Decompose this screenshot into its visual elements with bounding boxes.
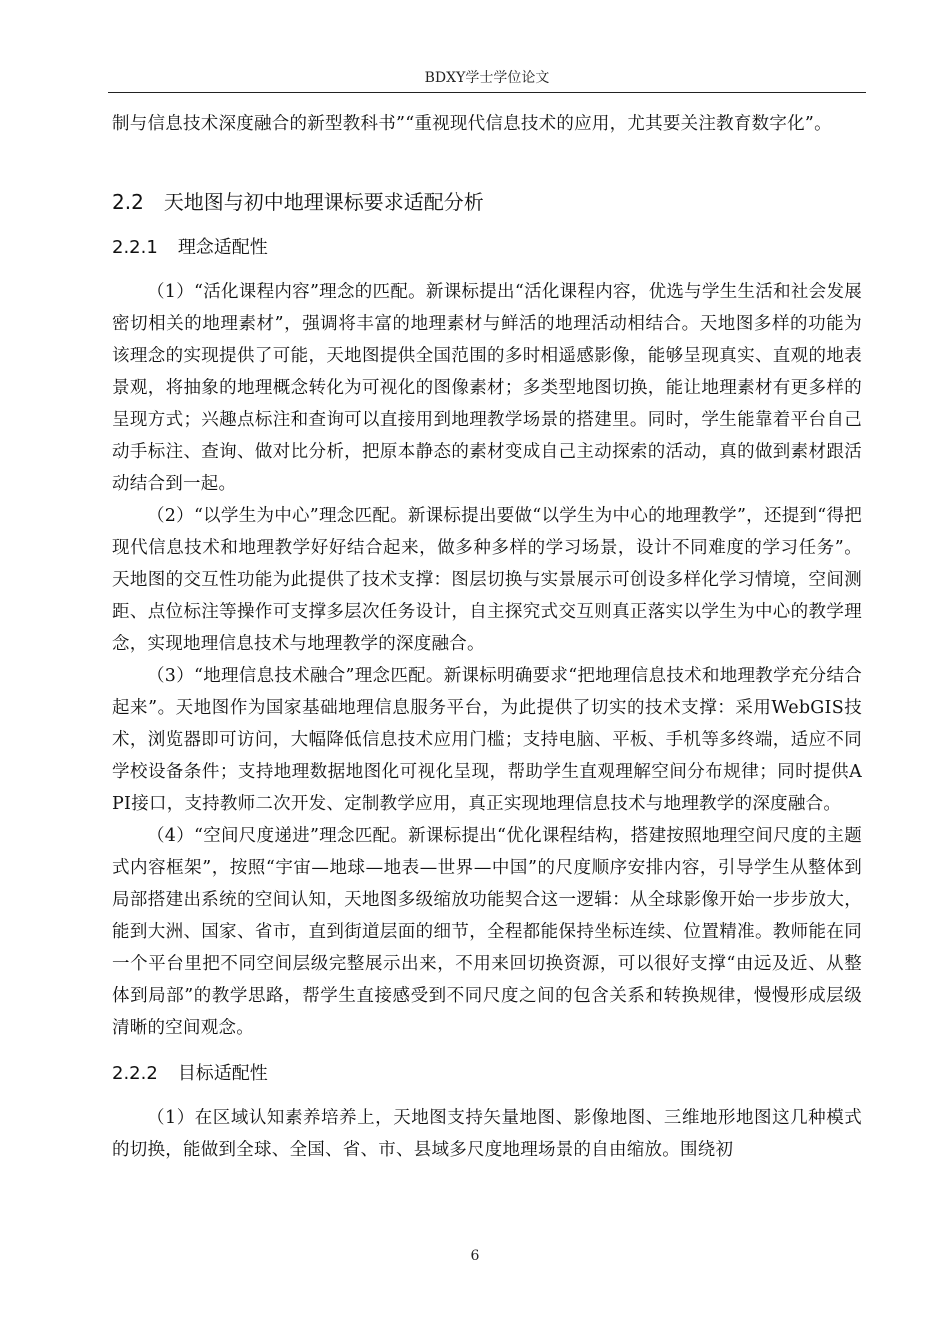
page-header [108,64,866,93]
subsection-title: 理念适配性 [177,237,268,258]
body-paragraph: （1）在区域认知素养培养上，天地图支持矢量地图、影像地图、三维地形地图这几种模式的切换，能做到全球、全国、省、市、县域多尺度地理场景的自由缩放。围绕初 [112,1108,862,1160]
subsection-number: 2.2.2 [112,1063,158,1084]
page-footer [0,1248,950,1264]
subsection-title: 目标适配性 [177,1063,268,1084]
section-heading [112,186,862,218]
intro-continuation-paragraph: 制与信息技术深度融合的新型教科书”“重视现代信息技术的应用，尤其要关注教育数字化”。 [112,114,832,134]
subsection-heading-2 [112,1058,862,1090]
page-body [112,108,862,1166]
subsection-number: 2.2.1 [112,237,158,258]
section-number: 2.2 [112,190,144,214]
header-title: BDXY学士学位论文 [424,70,550,86]
page-number: 6 [470,1248,480,1264]
section-title: 天地图与初中地理课标要求适配分析 [163,190,484,214]
body-paragraph: （3）“地理信息技术融合”理念匹配。新课标明确要求“把地理信息技术和地理教学充分结合起来”。天地图作为国家基础地理信息服务平台，为此提供了切实的技术支撑：采用WebGIS技术，浏览器即可访问，大幅降低信息技术应用门槛；支持电脑、平板、手机等多终端，适应不同学校设备条件；支持地理数据地图化可视化呈现，帮助学生直观理解空间分布规律；同时提供API接口，支持教师二次开发、定制教学应用，真正实现地理信息技术与地理教学的深度融合。 [112,666,862,814]
body-paragraph: （2）“以学生为中心”理念匹配。新课标提出要做“以学生为中心的地理教学”，还提到“得把现代信息技术和地理教学好好结合起来，做多种多样的学习场景，设计不同难度的学习任务”。天地图的交互性功能为此提供了技术支撑：图层切换与实景展示可创设多样化学习情境，空间测距、点位标注等操作可支撑多层次任务设计，自主探究式交互则真正落实以学生为中心的教学理念，实现地理信息技术与地理教学的深度融合。 [112,506,862,654]
body-paragraph: （4）“空间尺度递进”理念匹配。新课标提出“优化课程结构，搭建按照地理空间尺度的主题式内容框架”，按照“宇宙—地球—地表—世界—中国”的尺度顺序安排内容，引导学生从整体到局部搭建出系统的空间认知，天地图多级缩放功能契合这一逻辑：从全球影像开始一步步放大，能到大洲、国家、省市，直到街道层面的细节，全程都能保持坐标连续、位置精准。教师能在同一个平台里把不同空间层级完整展示出来，不用来回切换资源，可以很好支撑“由远及近、从整体到局部”的教学思路，帮学生直接感受到不同尺度之间的包含关系和转换规律，慢慢形成层级清晰的空间观念。 [112,826,862,1038]
subsection-heading-1 [112,232,862,264]
body-paragraph: （1）“活化课程内容”理念的匹配。新课标提出“活化课程内容，优选与学生生活和社会发展密切相关的地理素材”，强调将丰富的地理素材与鲜活的地理活动相结合。天地图多样的功能为该理念的实现提供了可能，天地图提供全国范围的多时相遥感影像，能够呈现真实、直观的地表景观，将抽象的地理概念转化为可视化的图像素材；多类型地图切换，能让地理素材有更多样的呈现方式；兴趣点标注和查询可以直接用到地理教学场景的搭建里。同时，学生能靠着平台自己动手标注、查询、做对比分析，把原本静态的素材变成自己主动探索的活动，真的做到素材跟活动结合到一起。 [112,282,862,494]
